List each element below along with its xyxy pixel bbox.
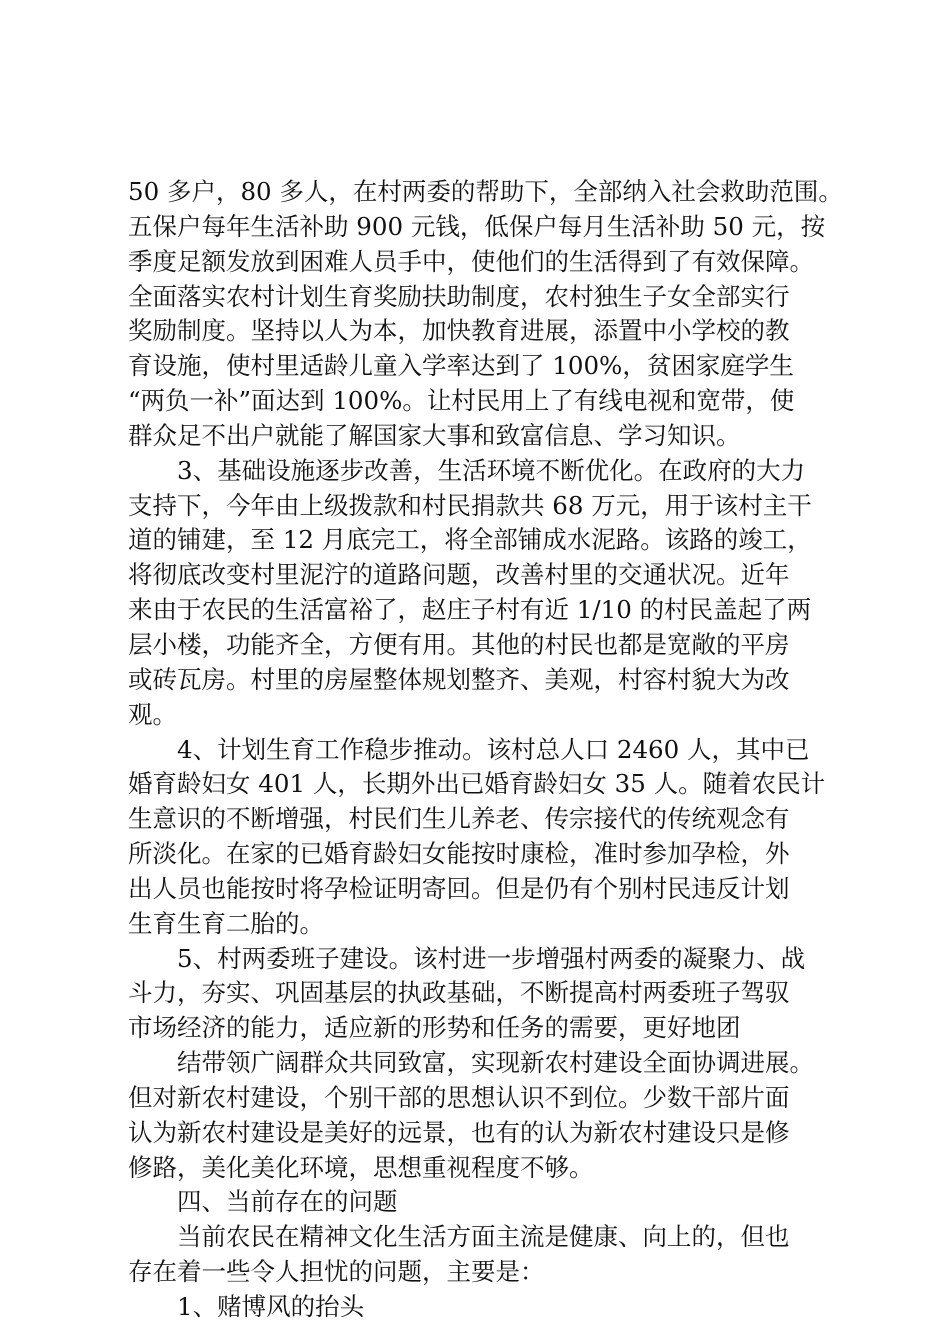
text-line: 将彻底改变村里泥泞的道路问题，改善村里的交通状况。近年 — [128, 560, 790, 589]
section-heading: 四、当前存在的问题 — [177, 1187, 398, 1216]
text-line: 来由于农民的生活富裕了，赵庄子村有近 1/10 的村民盖起了两 — [128, 595, 812, 624]
text-line: 季度足额发放到困难人员手中，使他们的生活得到了有效保障。 — [128, 247, 814, 276]
text-line: 道的铺建，至 12 月底完工，将全部铺成水泥路。该路的竣工， — [128, 525, 812, 554]
text-line: 奖励制度。坚持以人为本，加快教育进展，添置中小学校的教 — [128, 316, 790, 345]
text-line: 存在着一些令人担忧的问题，主要是： — [128, 1257, 545, 1286]
text-line: 婚育龄妇女 401 人，长期外出已婚育龄妇女 35 人。随着农民计 — [128, 769, 826, 798]
subsection-heading: 1、赌博风的抬头 — [177, 1292, 365, 1321]
text-line: “两负一补”面达到 100%。让村民用上了有线电视和宽带，使 — [128, 386, 795, 415]
text-line: 观。 — [128, 700, 177, 729]
text-line: 但对新农村建设，个别干部的思想认识不到位。少数干部片面 — [128, 1083, 790, 1112]
text-line: 支持下，今年由上级拨款和村民捐款共 68 万元，用于该村主干 — [128, 491, 812, 520]
text-line: 当前农民在精神文化生活方面主流是健康、向上的，但也 — [177, 1222, 790, 1251]
text-line: 所淡化。在家的已婚育龄妇女能按时康检，准时参加孕检，外 — [128, 839, 790, 868]
text-line: 50 多户，80 多人，在村两委的帮助下，全部纳入社会救助范围。 — [128, 177, 843, 206]
text-line: 或砖瓦房。村里的房屋整体规划整齐、美观，村容村貌大为改 — [128, 665, 790, 694]
text-line: 育设施，使村里适龄儿童入学率达到了 100%，贫困家庭学生 — [128, 351, 794, 380]
paragraph-5-heading: 5、村两委班子建设。该村进一步增强村两委的凝聚力、战 — [177, 944, 806, 973]
text-line: 层小楼，功能齐全，方便有用。其他的村民也都是宽敞的平房 — [128, 630, 790, 659]
text-line: 斗力，夯实、巩固基层的执政基础，不断提高村两委班子驾驭 — [128, 978, 790, 1007]
text-line: 生意识的不断增强，村民们生儿养老、传宗接代的传统观念有 — [128, 804, 790, 833]
text-line: 认为新农村建设是美好的远景，也有的认为新农村建设只是修 — [128, 1118, 790, 1147]
text-line: 群众足不出户就能了解国家大事和致富信息、学习知识。 — [128, 421, 741, 450]
text-line: 五保户每年生活补助 900 元钱，低保户每月生活补助 50 元，按 — [128, 212, 826, 241]
text-line: 生育生育二胎的。 — [128, 909, 324, 938]
text-line: 修路，美化美化环境，思想重视程度不够。 — [128, 1153, 594, 1182]
text-line: 出人员也能按时将孕检证明寄回。但是仍有个别村民违反计划 — [128, 874, 790, 903]
paragraph-3-heading: 3、基础设施逐步改善，生活环境不断优化。在政府的大力 — [177, 456, 806, 485]
text-line: 结带领广阔群众共同致富，实现新农村建设全面协调进展。 — [177, 1048, 814, 1077]
text-line: 市场经济的能力，适应新的形势和任务的需要，更好地团 — [128, 1013, 741, 1042]
paragraph-4-heading: 4、计划生育工作稳步推动。该村总人口 2460 人，其中已 — [177, 735, 810, 764]
text-line: 全面落实农村计划生育奖励扶助制度，农村独生子女全部实行 — [128, 282, 790, 311]
